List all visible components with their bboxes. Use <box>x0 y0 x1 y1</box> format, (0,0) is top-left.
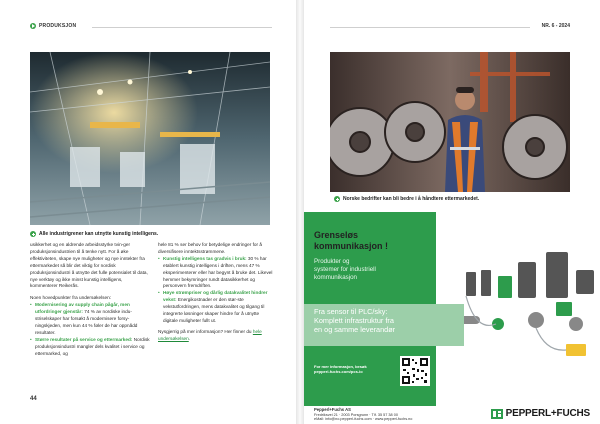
issue-number: NR. 6 - 2024 <box>541 23 570 29</box>
ad-subtitle <box>314 258 376 281</box>
bullet-head: Større resultater på service og ettermarked: <box>35 336 133 342</box>
worker-photo <box>330 52 570 192</box>
ad-contact-url[interactable]: pepperl-fuchs.com/pcs-io <box>314 369 363 375</box>
company-contact: eMail: info@no.pepperl-fuchs.com · www.pepperl-fuchs.no <box>314 417 413 422</box>
section-arrow-icon <box>30 23 36 29</box>
bullet-text: Energikostnader er den stør-ste vekstutfordringen, mens datakvalitet og tilgang til integrerte løsninger skaper hindre for å utnytte digitale muligheter fullt ut. <box>163 297 265 323</box>
bullet-head: Modernisering av supply chain pågår, men utfordringer gjenstår: <box>35 302 130 315</box>
col2-p1: hele 81 % ser behov for betydelige endringer for å diversifisere inntektsstrømmene. <box>158 242 262 254</box>
left-caption-text: Alle industrigrener kan utnytte kunstig intelligens. <box>39 231 159 237</box>
qr-code-icon <box>400 356 430 386</box>
bullet-text: Nordisk produksjonsindustri mangler dels kvalitet i service og ettermarked, og <box>35 336 150 356</box>
ad-band-line: Komplett infrastruktur fra <box>314 315 394 325</box>
section-title: PRODUKSJON <box>39 23 77 29</box>
bullet-text: 30 % har etablert kunstig intelligens i driften, mens 47 % eksperimenterer eller har begynt å bruke det. Likevel hemmer bekymringer rundt datasikkerhet og personvern fremdriften. <box>163 255 273 289</box>
page-number: 44 <box>30 396 37 402</box>
col1-bullets <box>30 302 150 357</box>
ad-headline <box>314 230 388 252</box>
header-rule <box>92 27 272 28</box>
book-gutter <box>296 0 304 424</box>
bullet-head: Høye strømpriser og dårlig datakvalitet hindrer vekst: <box>163 290 268 303</box>
ad-sub-line: systemer for industriell <box>314 265 376 273</box>
ad-company-info <box>314 408 412 422</box>
list-item <box>158 290 274 325</box>
left-page <box>0 0 296 424</box>
right-photo-caption <box>334 196 479 202</box>
ad-sub-line: Produkter og <box>314 258 350 265</box>
column-2 <box>158 242 274 348</box>
ad-headline-line: Grenseløs <box>314 230 359 240</box>
col2-bullets <box>158 256 274 325</box>
bullet-head: Kunstig intelligens tas gradvis i bruk: <box>163 255 247 261</box>
ad-band-line: en og samme leverandør <box>314 324 396 334</box>
col1-intro: usikkerhet og en aldrende arbeidsstyrke tvin-ger produksjonsindustrien til å tenke nytt. For å øke effektiviteten, skape nye muligheter og nye inntekter fra ettermarkedet så blir det viktig for nordisk produksjonsindustri å utnytte det fulle potensialet til data, nye verktøy og ikke minst kunstig intelligens, kommenterer Reikerås. <box>30 242 148 289</box>
col1-lead: Noen hovedpunkter fra undersøkelsen: <box>30 295 112 301</box>
column-1 <box>30 242 150 358</box>
left-photo-caption <box>30 231 158 237</box>
closing-end: . <box>188 335 191 341</box>
worker-photo-graphic <box>330 52 570 192</box>
ad-band-text <box>314 308 464 334</box>
header-rule-right <box>330 27 530 28</box>
ad-sub-line: kommunikasjon <box>314 273 357 281</box>
ad-contact-line: For mer informasjon, besøk <box>314 364 367 369</box>
survey-link[interactable]: hele undersøkelsen <box>158 328 262 341</box>
factory-photo <box>30 52 270 225</box>
list-item <box>30 337 150 358</box>
right-caption-text: Norske bedrifter kan bli bedre i å håndtere ettermarkedet. <box>343 196 480 202</box>
col2-closing <box>158 329 274 343</box>
pepperl-fuchs-logo <box>491 408 590 419</box>
qr-code[interactable] <box>400 356 430 386</box>
plus-icon <box>30 231 36 237</box>
bullet-text: 74 % av nordiske indu-striselskaper har forsøkt å modernisere forsy-ningskjeden, men kun 44 % føler de har oppnådd resultater. <box>35 309 138 335</box>
factory-photo-graphic <box>30 52 270 225</box>
plus-icon <box>334 196 340 202</box>
pf-logo-mark-icon <box>491 409 503 419</box>
ad-headline-line: kommunikasjon ! <box>314 241 389 251</box>
company-name: Pepperl+Fuchs AS <box>314 407 351 412</box>
ad-band-line: Fra sensor til PLC/sky: <box>314 307 388 316</box>
company-address: Fredriksvei 21 · 2003 Porsgrunn · Tlf. 35 57 38 00 <box>314 412 398 417</box>
list-item <box>158 256 274 291</box>
brand-name: PEPPERL+FUCHS <box>505 408 590 419</box>
ad-contact <box>314 364 367 374</box>
pepperl-fuchs-ad <box>304 212 600 424</box>
section-label <box>30 23 76 29</box>
closing-text: Nysgjerrig på mer informasjon? Her finner du <box>158 328 253 334</box>
list-item <box>30 302 150 337</box>
right-page <box>304 0 600 424</box>
